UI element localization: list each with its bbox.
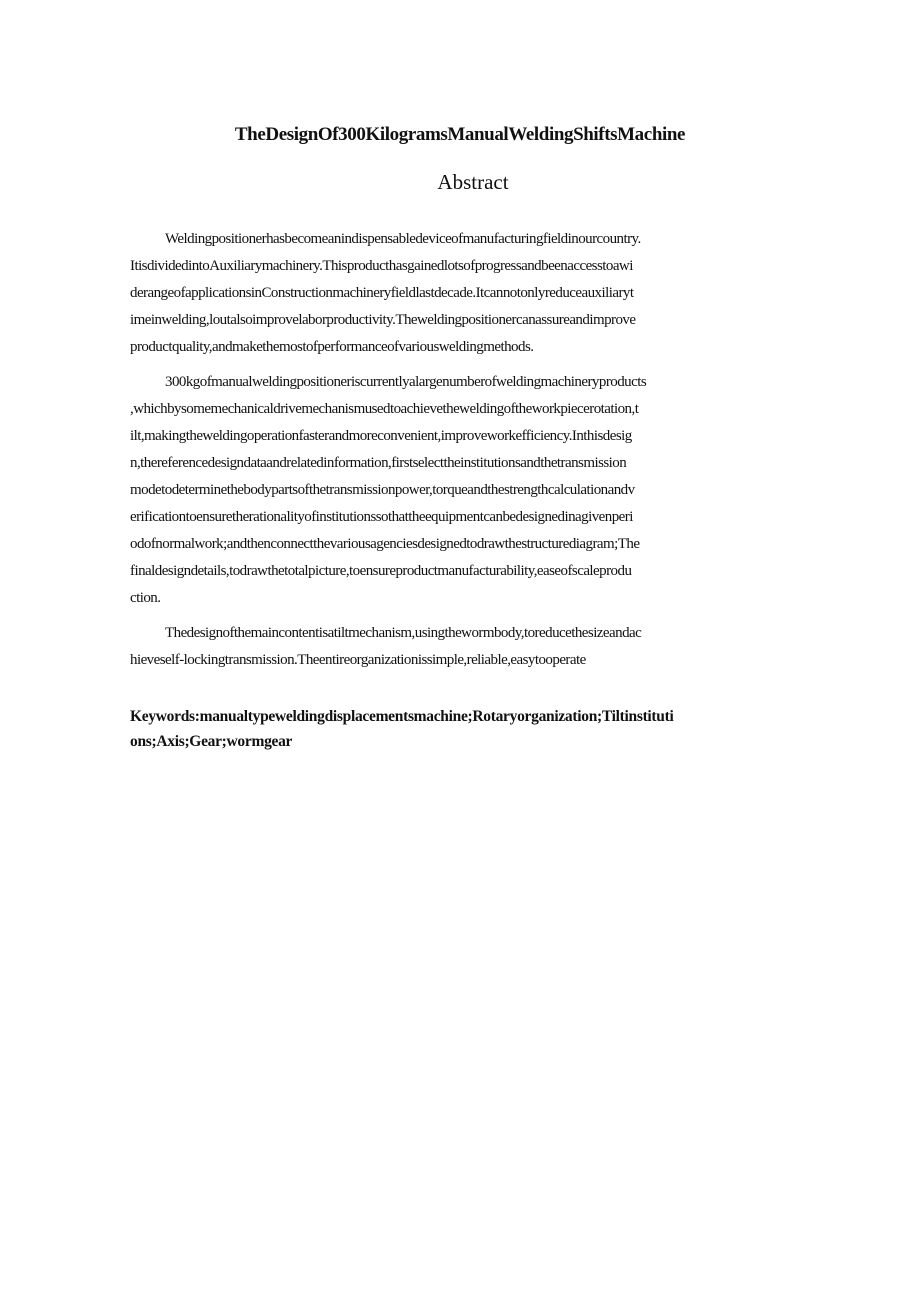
abstract-paragraph-2	[130, 369, 816, 612]
paragraph-line: modetodeterminethebodypartsofthetransmissionpower,torqueandthestrengthcalculationandv	[130, 482, 635, 498]
paragraph-line: ItisdividedintoAuxiliarymachinery.Thisproducthasgainedlotsofprogressandbeenaccesstoawi	[130, 258, 633, 274]
paragraph-line: hieveself-lockingtransmission.Theentireorganizationissimple,reliable,easytooperate	[130, 652, 586, 668]
paragraph-line: derangeofapplicationsinConstructionmachineryfieldlastdecade.Itcannotonlyreduceauxiliaryt	[130, 285, 634, 301]
abstract-heading: Abstract	[437, 170, 509, 194]
abstract-paragraph-1	[130, 226, 816, 361]
paragraph-line: ction.	[130, 590, 161, 606]
keywords	[130, 704, 816, 754]
document-title: TheDesignOf300KilogramsManualWeldingShiftsMachine	[234, 124, 686, 145]
paragraph-line: finaldesigndetails,todrawthetotalpicture,toensureproductmanufacturability,easeofscaleprodu	[130, 563, 632, 579]
keywords-line: ons;Axis;Gear;wormgear	[130, 733, 293, 750]
paragraph-line: 300kgofmanualweldingpositioneriscurrentlyalargenumberofweldingmachineryproducts	[165, 374, 647, 390]
keywords-line: Keywords:manualtypeweldingdisplacementsmachine;Rotaryorganization;Tiltinstituti	[130, 708, 674, 725]
paragraph-line: ilt,makingtheweldingoperationfasterandmoreconvenient,improveworkefficiency.Inthisdesig	[130, 428, 632, 444]
abstract-paragraph-3	[130, 620, 816, 674]
paragraph-line: erificationtoensuretherationalityofinstitutionssothattheequipmentcanbedesignedinagivenperi	[130, 509, 633, 525]
paragraph-line: ,whichbysomemechanicaldrivemechanismusedtoachievetheweldingoftheworkpiecerotation,t	[130, 401, 639, 417]
paragraph-line: imeinwelding,loutalsoimprovelaborproductivity.Theweldingpositionercanassureandimprove	[130, 312, 636, 328]
paragraph-line: Weldingpositionerhasbecomeanindispensabledeviceofmanufacturingfieldinourcountry.	[165, 231, 641, 247]
paragraph-line: Thedesignofthemaincontentisatiltmechanism,usingthewormbody,toreducethesizeandac	[165, 625, 642, 641]
abstract-body	[130, 226, 816, 682]
paragraph-line: productquality,andmakethemostofperformanceofvariousweldingmethods.	[130, 339, 534, 355]
paragraph-line: n,thereferencedesigndataandrelatedinformation,firstselecttheinstitutionsandthetransmission	[130, 455, 627, 471]
paragraph-line: odofnormalwork;andthenconnectthevariousagenciesdesignedtodrawthestructurediagram;The	[130, 536, 640, 552]
